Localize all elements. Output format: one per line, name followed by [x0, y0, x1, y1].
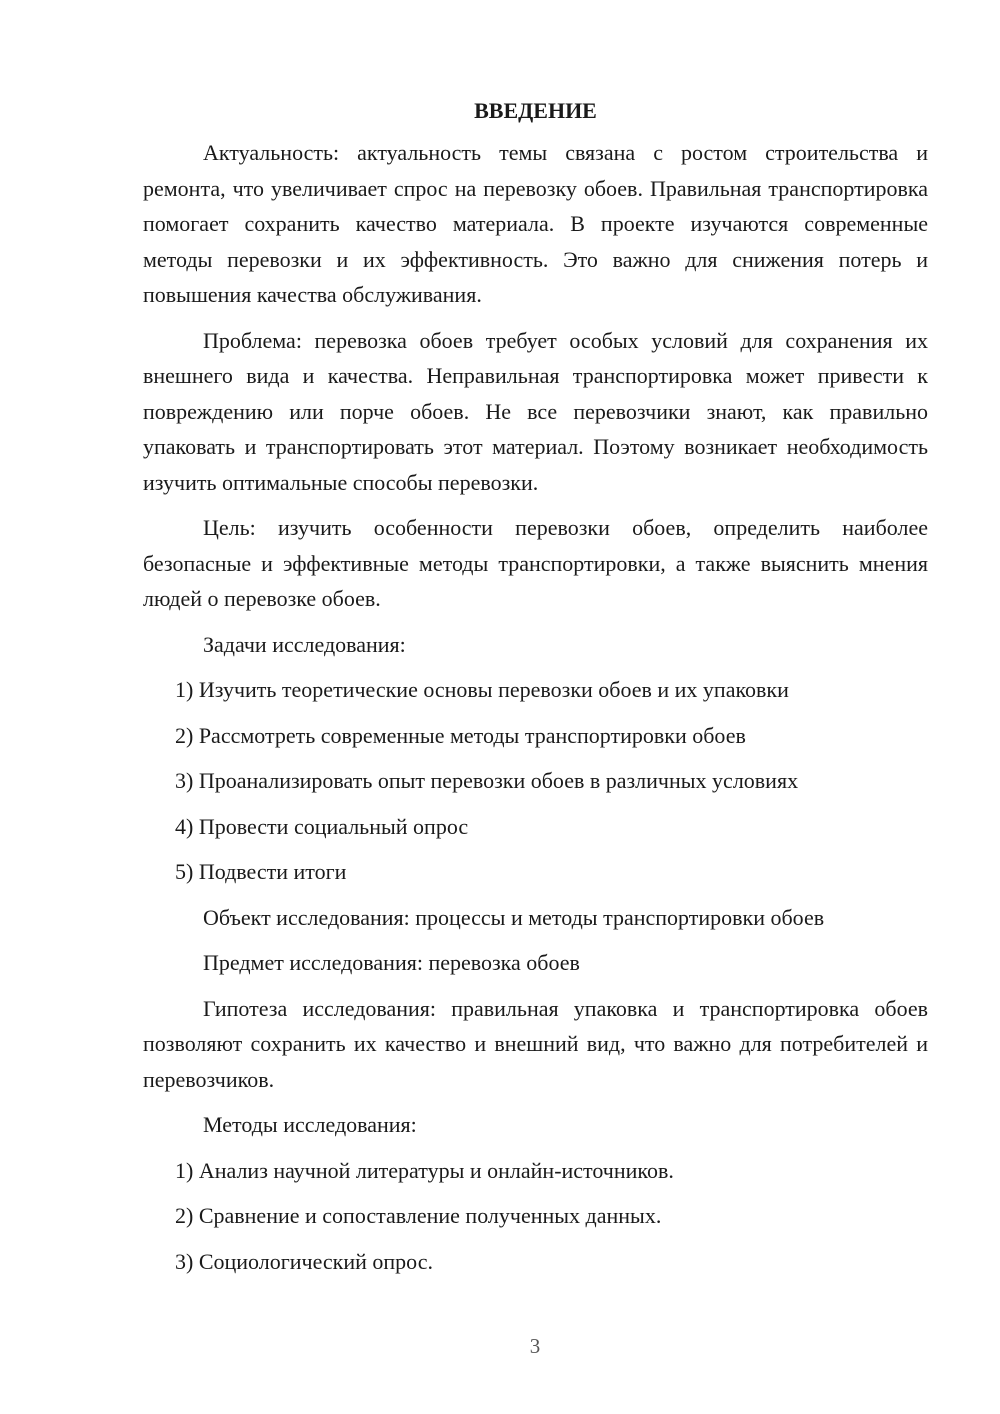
list-item: 4) Провести социальный опрос	[175, 813, 469, 839]
list-item: 3) Проанализировать опыт перевозки обоев в различных условиях	[175, 768, 799, 793]
tasks-heading: Задачи исследования:	[203, 631, 406, 657]
list-item: 3) Социологический опрос.	[175, 1248, 433, 1274]
subject-paragraph: Предмет исследования: перевозка обоев	[203, 950, 580, 975]
methods-list	[143, 1153, 928, 1280]
methods-heading: Методы исследования:	[203, 1112, 417, 1137]
list-item: 5) Подвести итоги	[175, 859, 347, 884]
problem-paragraph: Проблема: перевозка обоев требует особых условий для сохранения их внешнего вида и качества. Неправильная транспортировка может привести к повреждению или порче обоев. Не все перевозчики знают, как правильно упаковать и транспортировать этот материал. Поэтому возникает необходимость изучить оптимальные способы перевозки.	[143, 327, 928, 495]
hypothesis-paragraph: Гипотеза исследования: правильная упаковка и транспортировка обоев позволяют сохранить их качество и внешний вид, что важно для потребителей и перевозчиков.	[143, 995, 928, 1092]
section-title: ВВЕДЕНИЕ	[474, 98, 597, 123]
object-paragraph: Объект исследования: процессы и методы транспортировки обоев	[203, 904, 825, 930]
list-item: 1) Анализ научной литературы и онлайн-источников.	[175, 1157, 674, 1183]
goal-paragraph: Цель: изучить особенности перевозки обоев, определить наиболее безопасные и эффективные методы транспортировки, а также выяснить мнения людей о перевозке обоев.	[143, 515, 928, 611]
list-item: 2) Сравнение и сопоставление полученных данных.	[175, 1203, 662, 1228]
tasks-list	[143, 672, 928, 890]
page-number: 3	[529, 1334, 541, 1358]
list-item: 1) Изучить теоретические основы перевозки обоев и их упаковки	[175, 677, 789, 702]
list-item: 2) Рассмотреть современные методы транспортировки обоев	[175, 722, 746, 748]
page-content	[143, 95, 928, 1289]
relevance-paragraph: Актуальность: актуальность темы связана с ростом строительства и ремонта, что увеличивает спрос на перевозку обоев. Правильная транспортировка помогает сохранить качество материала. В проекте изучаются современные методы перевозки и их эффективность. Это важно для снижения потерь и повышения качества обслуживания.	[143, 140, 928, 307]
